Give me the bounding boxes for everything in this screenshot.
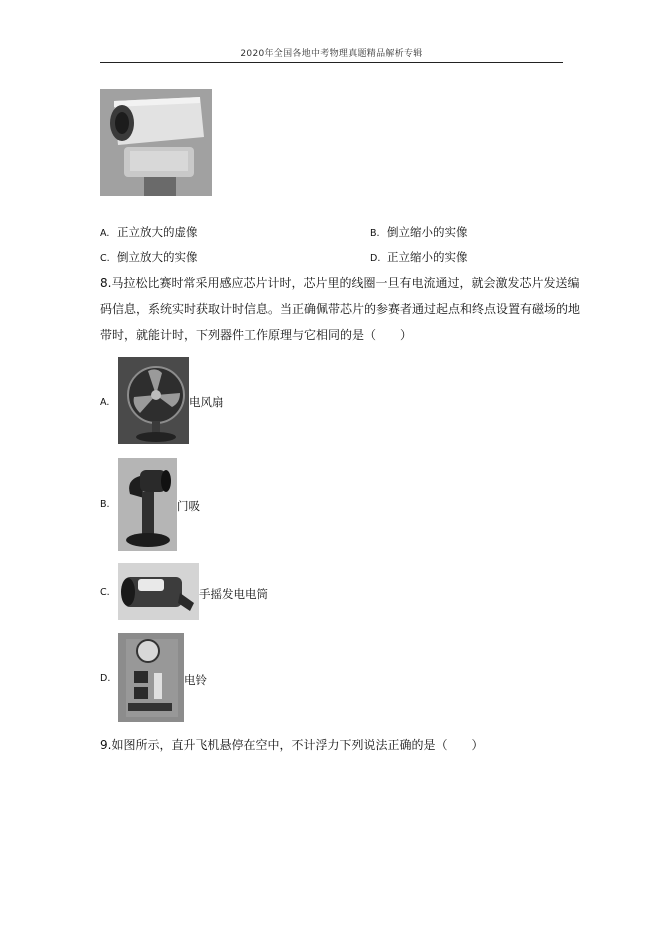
door-stopper-photo [118, 458, 177, 551]
q7-option-d-letter: D. [370, 253, 381, 264]
electric-bell-photo [118, 633, 184, 722]
page-header-title: 2020年全国各地中考物理真题精品解析专辑 [240, 49, 423, 59]
electric-fan-photo [118, 357, 189, 444]
q8-text-line-3: 带时，就能计时，下列器件工作原理与它相同的是（ ） [100, 328, 413, 342]
q7-option-a-text: 正立放大的虚像 [117, 225, 198, 239]
q8-option-d-caption: 电铃 [184, 673, 207, 687]
q7-option-c-text: 倒立放大的实像 [117, 250, 198, 264]
q7-option-a-letter: A. [100, 228, 110, 239]
surveillance-camera-photo [100, 89, 212, 196]
q7-option-d-text: 正立缩小的实像 [387, 250, 468, 264]
q8-text-line-1: 8.马拉松比赛时常采用感应芯片计时，芯片里的线圈一旦有电流通过，就会激发芯片发送编 [100, 276, 580, 290]
header-divider [100, 62, 563, 63]
q8-option-a-letter: A. [100, 397, 110, 408]
q8-option-a-caption: 电风扇 [189, 395, 224, 409]
q7-option-c-letter: C. [100, 253, 110, 264]
q7-option-b-text: 倒立缩小的实像 [387, 225, 468, 239]
q8-option-c-caption: 手摇发电电筒 [199, 587, 268, 601]
q8-option-b-caption: 门吸 [177, 499, 200, 513]
q8-option-b-letter: B. [100, 499, 110, 510]
q8-option-c-letter: C. [100, 587, 110, 598]
q9-text: 9.如图所示，直升飞机悬停在空中，不计浮力下列说法正确的是（ ） [100, 738, 484, 752]
q8-text-line-2: 码信息，系统实时获取计时信息。当正确佩带芯片的参赛者通过起点和终点设置有磁场的地 [100, 302, 581, 316]
hand-crank-flashlight-photo [118, 563, 199, 620]
q8-option-d-letter: D. [100, 673, 111, 684]
q7-option-b-letter: B. [370, 228, 380, 239]
